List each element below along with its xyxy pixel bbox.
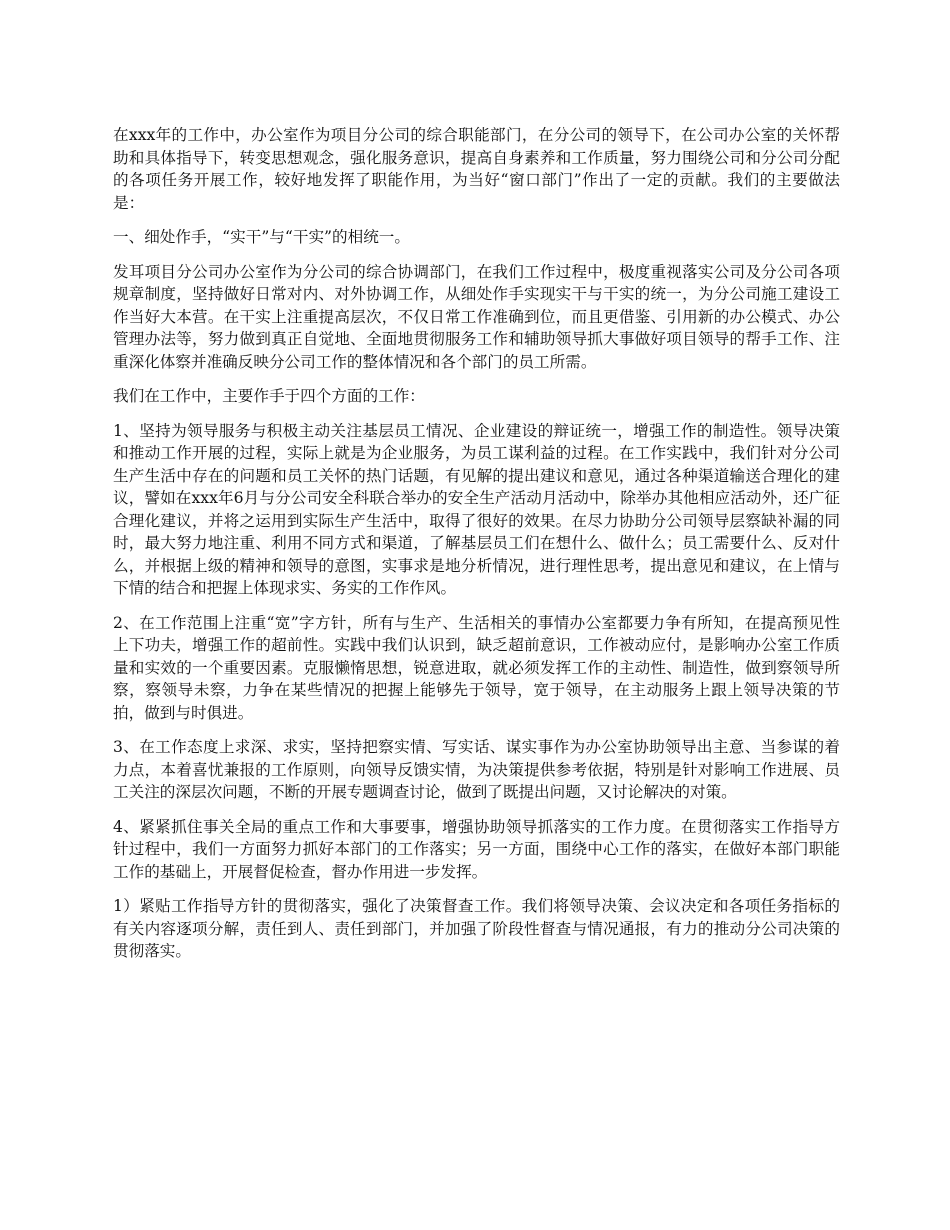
intro-paragraph: 在xxx年的工作中，办公室作为项目分公司的综合职能部门，在分公司的领导下，在公司办公室的关怀帮助和具体指导下，转变思想观念，强化服务意识，提高自身素养和工作质量，努力围绕公司和分公司分配的各项任务开展工作，较好地发挥了职能作用，为当好“窗口部门”作出了一定的贡献。我们的主要做法是： <box>113 126 840 212</box>
document-body <box>113 124 840 975</box>
aspect-3-paragraph: 3、在工作态度上求深、求实，坚持把察实情、写实话、谋实事作为办公室协助领导出主意、当参谋的着力点，本着喜忧兼报的工作原则，向领导反馈实情，为决策提供参考依据，特别是针对影响工作进展、员工关注的深层次问题，不断的开展专题调查讨论，做到了既提出问题，又讨论解决的对策。 <box>113 738 840 801</box>
subpoint-1-paragraph: 1）紧贴工作指导方针的贯彻落实，强化了决策督查工作。我们将领导决策、会议决定和各项任务指标的有关内容逐项分解，责任到人、责任到部门，并加强了阶段性督查与情况通报，有力的推动分公司决策的贯彻落实。 <box>113 897 840 960</box>
aspect-4-paragraph: 4、紧紧抓住事关全局的重点工作和大事要事，增强协助领导抓落实的工作力度。在贯彻落实工作指导方针过程中，我们一方面努力抓好本部门的工作落实；另一方面，围绕中心工作的落实，在做好本部门职能工作的基础上，开展督促检查，督办作用进一步发挥。 <box>113 817 840 881</box>
four-aspects-intro: 我们在工作中，主要作手于四个方面的工作： <box>113 387 425 405</box>
section-heading-1: 一、细处作手，“实干”与“干实”的相统一。 <box>113 228 410 246</box>
aspect-2-paragraph: 2、在工作范围上注重“宽”字方针，所有与生产、生活相关的事情办公室都要力争有所知，在提高预见性上下功夫，增强工作的超前性。实践中我们认识到，缺乏超前意识，工作被动应付，是影响办公室工作质量和实效的一个重要因素。克服懒惰思想，锐意进取，就必须发挥工作的主动性、制造性，做到察领导所察，察领导未察，力争在某些情况的把握上能够先于领导，宽于领导，在主动服务上跟上领导决策的节拍，做到与时俱进。 <box>113 613 840 722</box>
aspect-1-paragraph: 1、坚持为领导服务与积极主动关注基层员工情况、企业建设的辩证统一，增强工作的制造性。领导决策和推动工作开展的过程，实际上就是为企业服务，为员工谋利益的过程。在工作实践中，我们针对分公司生产生活中存在的问题和员工关怀的热门话题，有见解的提出建议和意见，通过各种渠道输送合理化的建议，譬如在xxx年6月与分公司安全科联合举办的安全生产活动月活动中，除举办其他相应活动外，还广征合理化建议，并将之运用到实际生产生活中，取得了很好的效果。在尽力协助分公司领导层察缺补漏的同时，最大努力地注重、利用不同方式和渠道，了解基层员工们在想什么、做什么；员工需要什么、反对什么，并根据上级的精神和领导的意图，实事求是地分析情况，进行理性思考，提出意见和建议，在上情与下情的结合和把握上体现求实、务实的工作作风。 <box>113 421 840 597</box>
office-role-paragraph: 发耳项目分公司办公室作为分公司的综合协调部门，在我们工作过程中，极度重视落实公司及分公司各项规章制度，坚持做好日常对内、对外协调工作，从细处作手实现实干与干实的统一，为分公司施工建设工作当好大本营。在干实上注重提高层次，不仅日常工作准确到位，而且更借鉴、引用新的办公模式、办公管理办法等，努力做到真正自觉地、全面地贯彻服务工作和辅助领导抓大事做好项目领导的帮手工作、注重深化体察并准确反映分公司工作的整体情况和各个部门的员工所需。 <box>113 262 840 371</box>
